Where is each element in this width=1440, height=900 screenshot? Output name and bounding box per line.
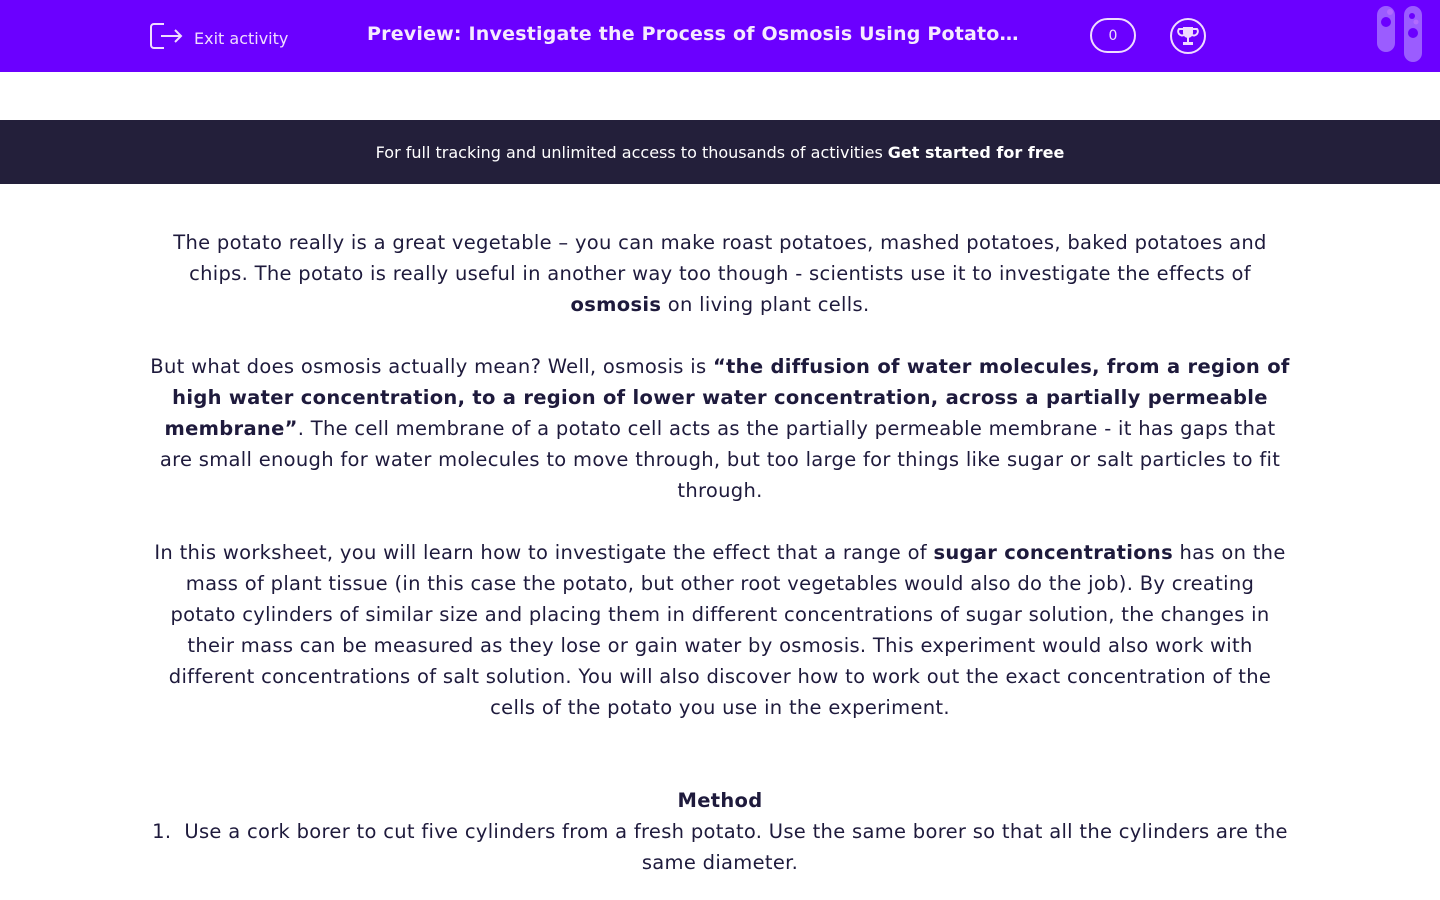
exit-icon — [150, 22, 184, 54]
text: In this worksheet, you will learn how to investigate the effect that a range of — [154, 541, 934, 564]
score-badge: 0 — [1090, 18, 1136, 53]
signup-banner — [0, 120, 1440, 184]
get-started-link[interactable]: Get started for free — [887, 142, 1065, 162]
text: . The cell membrane of a potato cell acts as the partially permeable membrane - it has gaps that are small enough for water molecules to move through, but too large for things like sugar or salt particles to fit through. — [159, 417, 1281, 502]
intro-paragraph-1 — [150, 227, 1290, 320]
trophy-icon — [1177, 25, 1199, 47]
page-title: Preview: Investigate the Process of Osmosis Using Potato… — [367, 23, 1019, 45]
step-text: Use a cork borer to cut five cylinders from a fresh potato. Use the same borer so that all the cylinders are the same diameter. — [184, 820, 1288, 874]
brand-logo — [1376, 6, 1426, 68]
intro-paragraph-2 — [150, 351, 1290, 506]
method-heading: Method — [677, 789, 763, 812]
worksheet-intro — [150, 227, 1290, 878]
keyword-sugar-concentrations: sugar concentrations — [933, 541, 1173, 564]
exit-activity-button[interactable] — [150, 22, 288, 54]
osmosis-definition: “the diffusion of water molecules, from a region of high water concentration, to a region of lower water concentration, across a partially permeable membrane” — [164, 355, 1290, 440]
intro-paragraph-3 — [150, 537, 1290, 723]
text: The potato really is a great vegetable – you can make roast potatoes, mashed potatoes, baked potatoes and chips. The potato is really useful in another way too though - scientists use it to investigate the effects of — [173, 231, 1267, 285]
top-bar — [0, 0, 1440, 72]
text: But what does osmosis actually mean? Well, osmosis is — [150, 355, 713, 378]
step-number: 1. — [152, 820, 172, 843]
banner-text: For full tracking and unlimited access to thousands of activities — [375, 142, 883, 162]
text: on living plant cells. — [661, 293, 870, 316]
keyword-osmosis: osmosis — [570, 293, 662, 316]
method-step — [150, 816, 1290, 878]
text: has on the mass of plant tissue (in this case the potato, but other root vegetables would also do the job). By creating potato cylinders of similar size and placing them in different concentrations of sugar solution, the changes in their mass can be measured as they lose or gain water by osmosis. This experiment would also work with different concentrations of salt solution. You will also discover how to work out the exact concentration of the cells of the potato you use in the experiment. — [168, 541, 1286, 719]
trophy-button[interactable] — [1170, 18, 1206, 54]
exit-label: Exit activity — [194, 28, 289, 48]
